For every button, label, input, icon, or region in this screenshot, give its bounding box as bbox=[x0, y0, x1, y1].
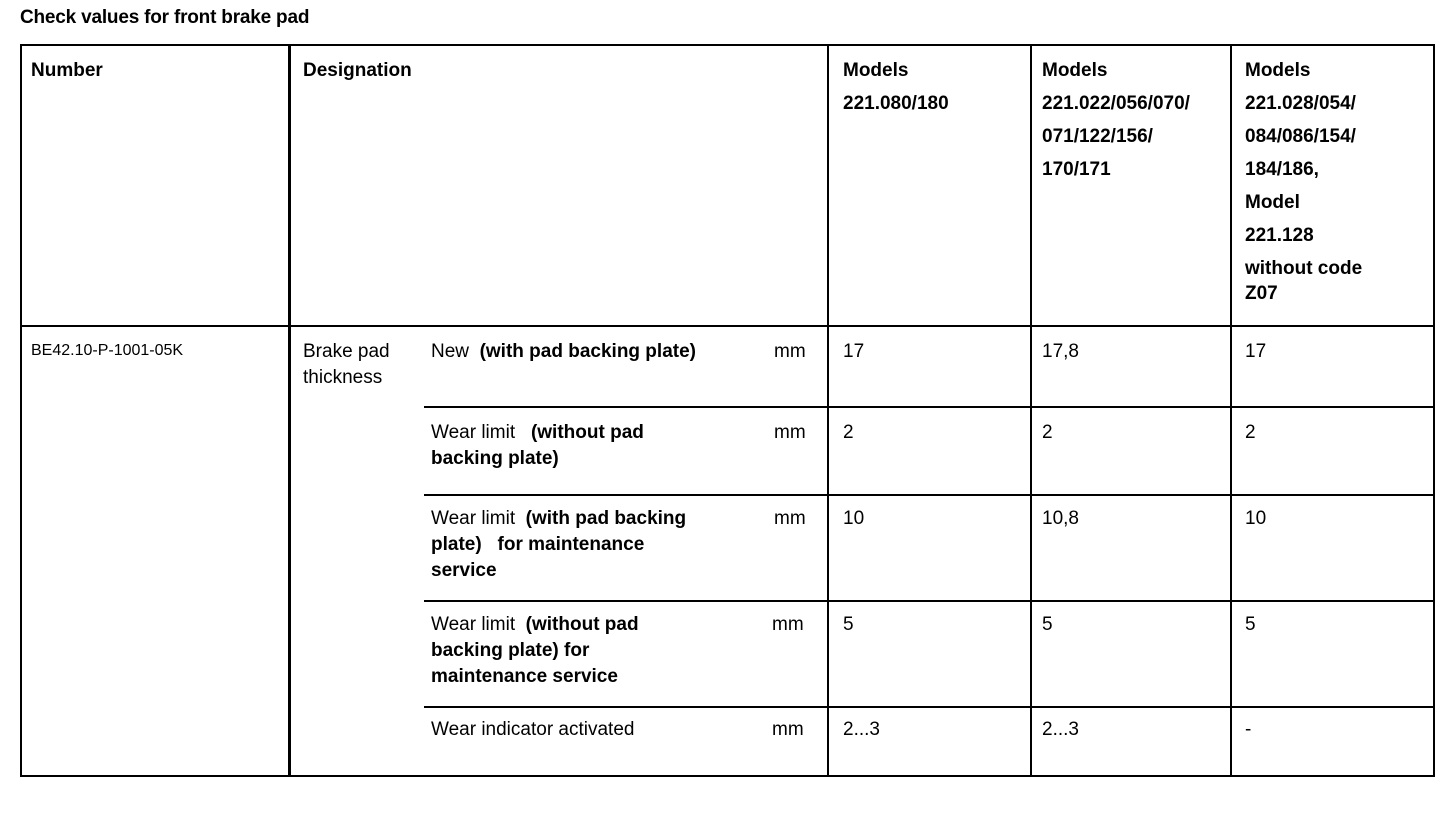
row-number: BE42.10-P-1001-05K bbox=[31, 342, 184, 359]
header-line: 221.022/056/070/ bbox=[1042, 93, 1190, 114]
header-line: Models bbox=[1245, 60, 1311, 81]
header-models-col1 bbox=[843, 54, 949, 120]
unit: mm bbox=[774, 508, 806, 529]
row-label-bold: backing plate) bbox=[431, 448, 559, 469]
unit: mm bbox=[772, 719, 804, 740]
header-line: 170/171 bbox=[1042, 159, 1111, 180]
value-cell: 10 bbox=[1245, 508, 1267, 529]
row-divider bbox=[424, 706, 1435, 708]
value-cell: 2 bbox=[1042, 422, 1053, 443]
header-line: Z07 bbox=[1245, 283, 1278, 304]
row-label-bold: (without pad bbox=[525, 614, 639, 635]
value-cell: 5 bbox=[843, 614, 854, 635]
row-label-bold: (without pad bbox=[530, 422, 644, 443]
table-row bbox=[431, 612, 771, 690]
header-models-col2 bbox=[1042, 54, 1190, 186]
row-label: Wear limit bbox=[431, 614, 516, 635]
header-line: 221.028/054/ bbox=[1245, 93, 1356, 114]
table-row bbox=[431, 717, 771, 743]
header-line: Models bbox=[843, 60, 909, 81]
value-cell: 2 bbox=[1245, 422, 1256, 443]
table-border-left bbox=[20, 44, 22, 777]
value-cell: 17,8 bbox=[1042, 341, 1079, 362]
row-label-bold: plate) for maintenance bbox=[431, 534, 645, 555]
table-row bbox=[431, 339, 771, 365]
value-cell: 2 bbox=[843, 422, 854, 443]
header-number: Number bbox=[31, 60, 103, 81]
header-line: 221.128 bbox=[1245, 225, 1314, 246]
row-label: Wear limit bbox=[431, 422, 516, 443]
value-cell: 2...3 bbox=[843, 719, 880, 740]
row-label: Wear indicator activated bbox=[431, 719, 635, 740]
group-label-line: thickness bbox=[303, 367, 383, 388]
row-label-bold: (with pad backing bbox=[525, 508, 687, 529]
header-line: Model bbox=[1245, 192, 1300, 213]
row-label-bold: maintenance service bbox=[431, 666, 618, 687]
group-label bbox=[303, 339, 390, 391]
header-line: Models bbox=[1042, 60, 1108, 81]
value-cell: 10,8 bbox=[1042, 508, 1079, 529]
unit: mm bbox=[772, 614, 804, 635]
row-label: Wear limit bbox=[431, 508, 516, 529]
header-line: 071/122/156/ bbox=[1042, 126, 1153, 147]
value-cell: 17 bbox=[1245, 341, 1267, 362]
table-border-bottom bbox=[20, 775, 1435, 777]
header-line: 084/086/154/ bbox=[1245, 126, 1356, 147]
column-divider bbox=[1230, 44, 1232, 777]
value-cell: 5 bbox=[1245, 614, 1256, 635]
table-border-right bbox=[1433, 44, 1435, 777]
row-label: New bbox=[431, 341, 470, 362]
page-title: Check values for front brake pad bbox=[20, 7, 310, 28]
header-line: 221.080/180 bbox=[843, 93, 949, 114]
group-label-line: Brake pad bbox=[303, 341, 390, 362]
unit: mm bbox=[774, 422, 806, 443]
header-models-col3 bbox=[1245, 54, 1362, 303]
column-divider bbox=[1030, 44, 1032, 777]
row-label-bold: backing plate) for bbox=[431, 640, 590, 661]
value-cell: - bbox=[1245, 719, 1252, 740]
header-line: without code bbox=[1245, 258, 1363, 279]
row-divider bbox=[424, 600, 1435, 602]
row-label-bold: service bbox=[431, 560, 497, 581]
value-cell: 5 bbox=[1042, 614, 1053, 635]
value-cell: 17 bbox=[843, 341, 865, 362]
row-label-bold: (with pad backing plate) bbox=[479, 341, 696, 362]
row-divider bbox=[424, 494, 1435, 496]
column-divider bbox=[827, 44, 829, 777]
row-divider bbox=[424, 406, 1435, 408]
header-designation: Designation bbox=[303, 60, 412, 81]
header-line: 184/186, bbox=[1245, 159, 1319, 180]
table-border-top bbox=[20, 44, 1435, 46]
value-cell: 2...3 bbox=[1042, 719, 1079, 740]
table-row bbox=[431, 506, 771, 584]
header-divider bbox=[20, 325, 1435, 327]
unit: mm bbox=[774, 341, 806, 362]
column-divider bbox=[288, 44, 291, 777]
table-row bbox=[431, 420, 771, 472]
value-cell: 10 bbox=[843, 508, 865, 529]
